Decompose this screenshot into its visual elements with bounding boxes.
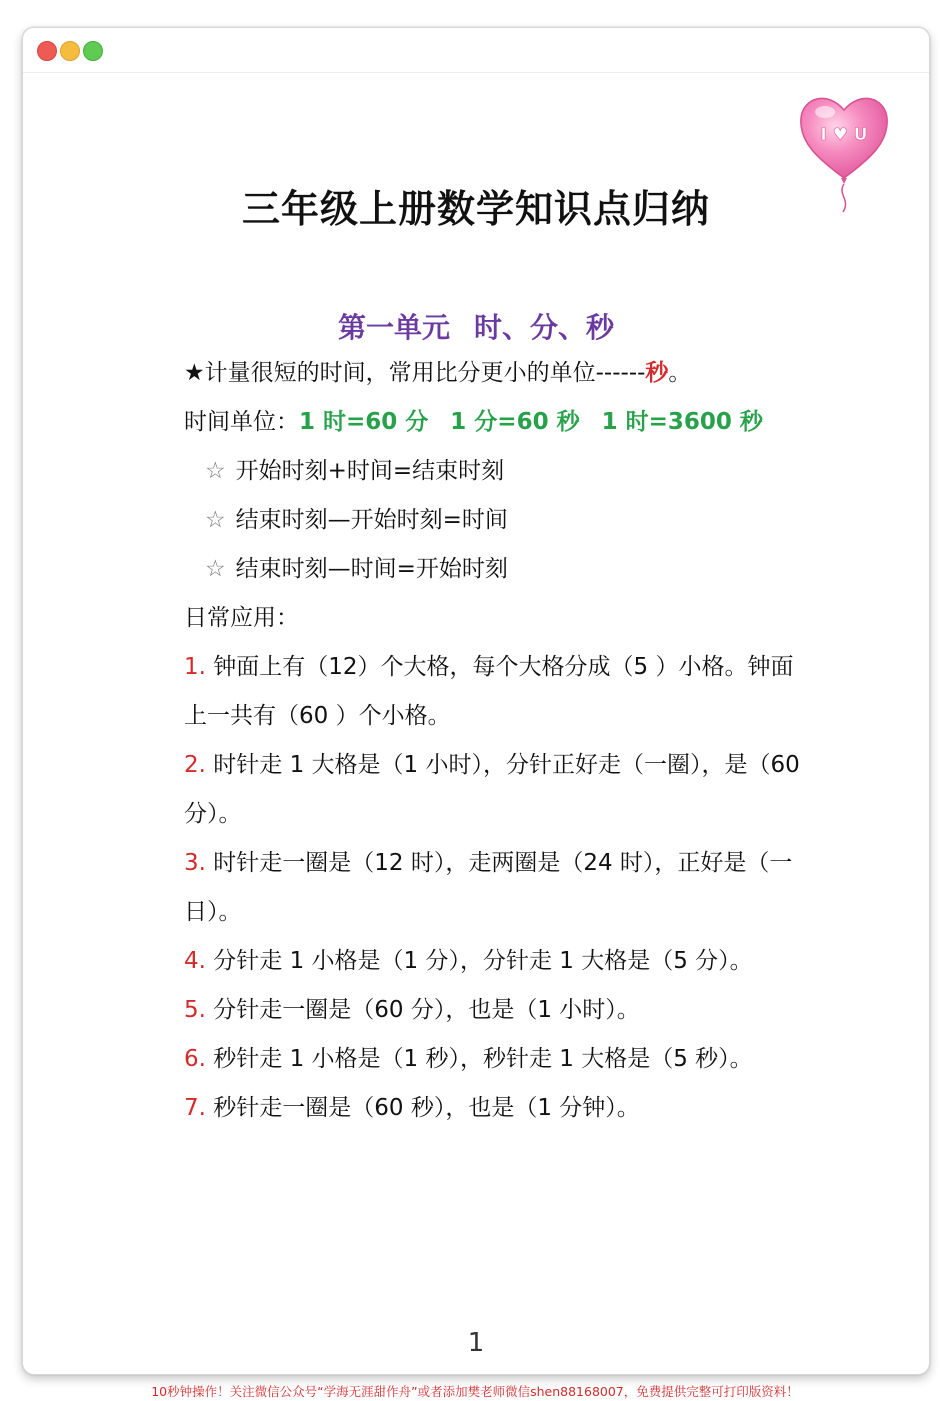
intro-line: ★计量很短的时间，常用比分更小的单位------秒。 [184, 360, 692, 386]
page-number: 1 [467, 1328, 485, 1358]
list-item: 4. 分针走 1 小格是（1 分），分针走 1 大格是（5 分）。 [184, 948, 753, 974]
list-item-continuation: 上一共有（60 ）个小格。 [184, 703, 451, 729]
list-item-number: 7. [184, 1095, 206, 1121]
list-item: 5. 分针走一圈是（60 分），也是（1 小时）。 [184, 997, 640, 1023]
list-item: 2. 时针走 1 大格是（1 小时），分针正好走（一圈），是（60 [184, 752, 800, 778]
minimize-button[interactable] [60, 41, 80, 61]
footer-note: 10秒钟操作！关注微信公众号“学海无涯甜作舟”或者添加樊老师微信shen88168007，免费提供完整可打印版资料！ [151, 1384, 799, 1399]
list-item-continuation: 日）。 [184, 899, 242, 925]
list-item: 1. 钟面上有（12）个大格，每个大格分成（5 ）小格。钟面 [184, 654, 794, 680]
list-item: 7. 秒针走一圈是（60 秒），也是（1 分钟）。 [184, 1095, 640, 1121]
maximize-button[interactable] [83, 41, 103, 61]
close-button[interactable] [37, 41, 57, 61]
formula-line: ☆ 开始时刻+时间=结束时刻 [205, 458, 505, 484]
time-unit-3: 1 时=3600 秒 [601, 409, 763, 435]
unit-title [23, 306, 929, 346]
formula-line: ☆ 结束时刻—开始时刻=时间 [205, 507, 508, 533]
list-item-number: 5. [184, 997, 206, 1023]
document-title: 三年级上册数学知识点归纳 [241, 187, 710, 231]
daily-application-label: 日常应用： [184, 605, 299, 631]
balloon-text: I ♥ U [820, 125, 868, 145]
time-unit-2: 1 分=60 秒 [450, 409, 580, 435]
time-unit-1: 1 时=60 分 [299, 409, 429, 435]
time-units-line [184, 407, 763, 437]
window-titlebar [23, 28, 929, 73]
list-item-continuation: 分）。 [184, 801, 242, 827]
star-icon: ☆ [205, 556, 226, 582]
list-item-number: 4. [184, 948, 206, 974]
list-item-number: 1. [184, 654, 206, 680]
list-item: 6. 秒针走 1 小格是（1 秒），秒针走 1 大格是（5 秒）。 [184, 1046, 753, 1072]
list-item-number: 6. [184, 1046, 206, 1072]
unit-title-topic: 时、分、秒 [474, 311, 615, 344]
star-icon: ☆ [205, 458, 226, 484]
list-item-number: 3. [184, 850, 206, 876]
intro-emphasis: 秒 [645, 360, 669, 386]
time-units-label: 时间单位： [184, 409, 299, 435]
formula-line: ☆ 结束时刻—时间=开始时刻 [205, 556, 508, 582]
document-window [22, 27, 930, 1375]
list-item: 3. 时针走一圈是（12 时），走两圈是（24 时），正好是（一 [184, 850, 793, 876]
unit-title-number: 第一单元 [337, 311, 450, 344]
star-icon: ☆ [205, 507, 226, 533]
list-item-number: 2. [184, 752, 206, 778]
